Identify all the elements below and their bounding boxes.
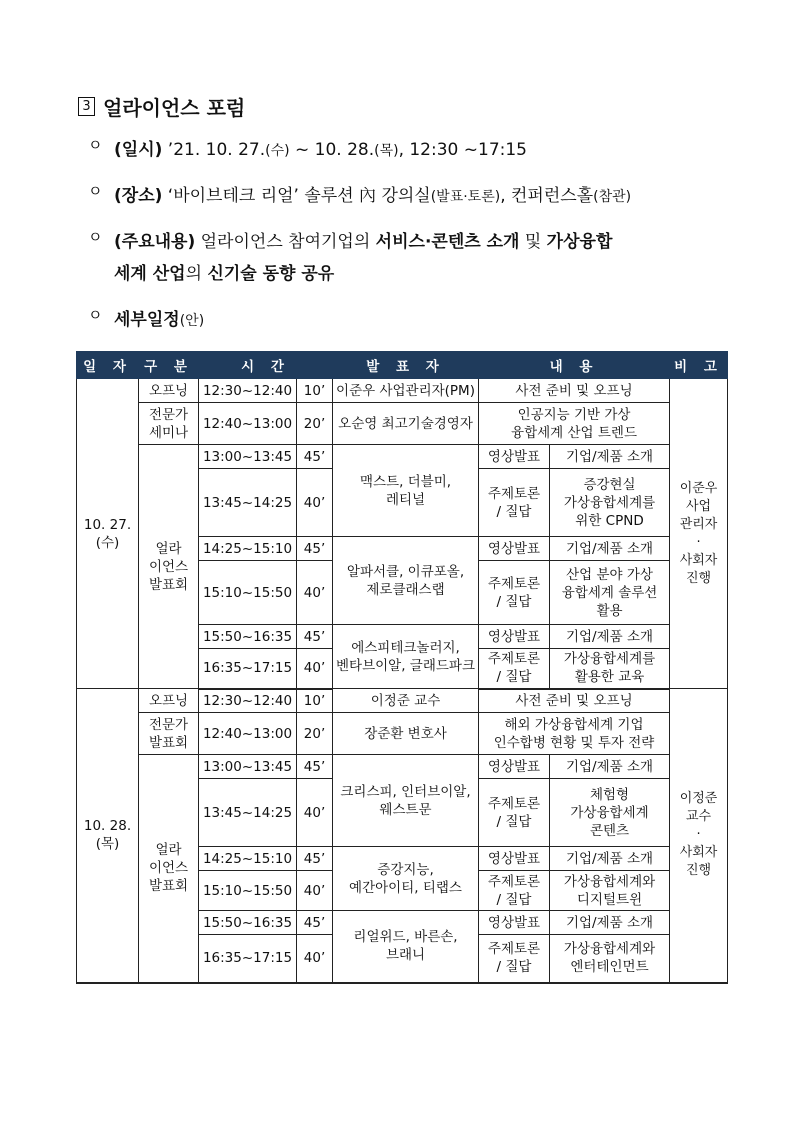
content-line: 증강현실 <box>583 476 636 493</box>
content: 사전 준비 및 오프닝 <box>479 689 670 713</box>
content-line: 콘텐츠 <box>589 822 630 839</box>
bullet-mark: ㅇ <box>88 228 103 246</box>
date-text: ’21. 10. 27. <box>167 140 266 160</box>
content-type-line: 주제토론 <box>487 485 541 502</box>
table-row <box>77 379 728 403</box>
content <box>550 537 670 561</box>
speaker <box>333 625 479 689</box>
duration: 20’ <box>297 403 333 445</box>
content-type <box>479 649 550 689</box>
content-f: 의 <box>185 264 208 284</box>
note-cell <box>670 379 728 689</box>
speaker-line: 레티널 <box>385 491 426 508</box>
content-line: 가상융합세계를 <box>563 651 656 668</box>
content-type-line: / 질답 <box>496 669 532 686</box>
content <box>550 779 670 847</box>
content-type <box>479 871 550 911</box>
table-row <box>77 445 728 469</box>
date-time: , 12:30 ~17:15 <box>398 140 528 160</box>
content-line: 기업/제품 소개 <box>565 448 654 465</box>
time-range: 15:10~15:50 <box>199 871 297 911</box>
category-expert <box>139 713 199 755</box>
content-type-line: 영상발표 <box>487 758 541 775</box>
speaker-line: 벤타브이알, 글래드파크 <box>336 657 476 674</box>
content <box>550 755 670 779</box>
duration: 45’ <box>297 537 333 561</box>
duration: 10’ <box>297 379 333 403</box>
date-weekday: (수) <box>95 534 120 551</box>
speaker-line: 웨스트문 <box>379 801 432 818</box>
content-type <box>479 755 550 779</box>
content-type-line: 주제토론 <box>487 795 541 812</box>
content-e: 세계 산업 <box>114 264 186 284</box>
content <box>550 561 670 625</box>
time-range: 12:30~12:40 <box>199 379 297 403</box>
category-alliance-line: 얼라 <box>155 540 182 557</box>
time-range: 13:00~13:45 <box>199 445 297 469</box>
time-range: 14:25~15:10 <box>199 847 297 871</box>
detail-label: 세부일정 <box>114 310 180 330</box>
content <box>550 871 670 911</box>
table-row <box>77 689 728 713</box>
content-line: 가상융합세계와 <box>563 873 656 890</box>
speaker: 오순영 최고기술경영자 <box>333 403 479 445</box>
content-label: (주요내용) <box>114 232 196 252</box>
content-a: 얼라이언스 참여기업의 <box>195 232 376 252</box>
content-type <box>479 625 550 649</box>
bullet-mark: ㅇ <box>88 182 103 200</box>
header-note: 비 고 <box>670 352 728 379</box>
speaker: 이정준 교수 <box>333 689 479 713</box>
note-cell-line: · <box>696 534 701 550</box>
content-line: 활용 <box>596 602 623 619</box>
duration: 40’ <box>297 779 333 847</box>
content <box>550 649 670 689</box>
header-content: 내 용 <box>479 352 670 379</box>
category-alliance-line: 얼라 <box>155 842 182 859</box>
table-row <box>77 713 728 755</box>
duration: 10’ <box>297 689 333 713</box>
bullet-place <box>88 180 631 213</box>
place-sub2: (참관) <box>593 189 632 205</box>
bullet-mark: ㅇ <box>88 306 103 324</box>
content-type <box>479 537 550 561</box>
content-type-line: 주제토론 <box>487 873 541 890</box>
content-type-line: 주제토론 <box>487 651 541 668</box>
place-mid: , 컨퍼런스홀 <box>500 186 594 206</box>
date-day2: (목) <box>374 143 399 159</box>
content-line: 엔터테인먼트 <box>570 959 649 976</box>
note-cell-line: 관리자 <box>679 516 718 532</box>
speaker <box>333 537 479 625</box>
time-range: 12:40~13:00 <box>199 713 297 755</box>
time-range: 15:50~16:35 <box>199 911 297 935</box>
note-cell-line: 진행 <box>685 863 712 879</box>
content-type-line: 주제토론 <box>487 575 541 592</box>
duration: 45’ <box>297 625 333 649</box>
place-text: ‘바이브테크 리얼’ 솔루션 內 강의실 <box>167 186 431 206</box>
speaker-line: 예간아이티, 티랩스 <box>349 879 462 896</box>
speaker-line: 브래니 <box>385 947 426 964</box>
duration: 45’ <box>297 445 333 469</box>
content-line: 융합세계 산업 트렌드 <box>511 424 637 441</box>
content-line: 기업/제품 소개 <box>565 628 654 645</box>
date-mid: ~ 10. 28. <box>294 140 375 160</box>
category-alliance-line: 발표회 <box>148 576 189 593</box>
category-opening: 오프닝 <box>139 379 199 403</box>
place-sub1: (발표·토론) <box>430 189 501 205</box>
content-line: 인수합병 현황 및 투자 전략 <box>493 734 655 751</box>
content-type-line: / 질답 <box>496 891 532 908</box>
table-row <box>77 755 728 779</box>
content-line: 산업 분야 가상 <box>566 566 653 583</box>
note-cell-line: 이정준 <box>679 791 718 807</box>
content-c: 및 <box>519 232 547 252</box>
category-alliance-line: 이언스 <box>148 558 189 575</box>
category-expert-line: 세미나 <box>148 424 189 441</box>
content-type <box>479 561 550 625</box>
content-type <box>479 935 550 983</box>
speaker <box>333 445 479 537</box>
content-type-line: 영상발표 <box>487 914 541 931</box>
content <box>550 847 670 871</box>
content-d: 가상융합 <box>546 232 613 252</box>
note-cell-line: 사업 <box>685 498 712 514</box>
content <box>550 469 670 537</box>
speaker <box>333 847 479 911</box>
content-type-line: / 질답 <box>496 593 532 610</box>
speaker-line: 제로클래스랩 <box>366 581 445 598</box>
speaker-line: 크리스피, 인터브이알, <box>340 783 471 800</box>
content-line: 가상융합세계를 <box>563 494 656 511</box>
time-range: 12:40~13:00 <box>199 403 297 445</box>
time-range: 16:35~17:15 <box>199 935 297 983</box>
time-range: 15:50~16:35 <box>199 625 297 649</box>
bullet-detail <box>88 304 204 337</box>
time-range: 13:45~14:25 <box>199 469 297 537</box>
time-range: 15:10~15:50 <box>199 561 297 625</box>
content-line: 위한 CPND <box>575 512 644 529</box>
date-day1: (수) <box>265 143 290 159</box>
table-header-row <box>77 352 728 379</box>
note-cell-line: 이준우 <box>679 480 718 496</box>
speaker: 이준우 사업관리자(PM) <box>333 379 479 403</box>
time-range: 14:25~15:10 <box>199 537 297 561</box>
time-range: 16:35~17:15 <box>199 649 297 689</box>
content-line: 인공지능 기반 가상 <box>517 406 631 423</box>
content <box>479 713 670 755</box>
header-date: 일 자 <box>77 352 139 379</box>
content-line: 해외 가상융합세계 기업 <box>504 716 644 733</box>
content-line: 가상융합세계와 <box>563 941 656 958</box>
category-alliance-line: 발표회 <box>148 878 189 895</box>
content <box>550 935 670 983</box>
date-weekday: (목) <box>95 836 120 853</box>
content-line: 활용한 교육 <box>574 669 645 686</box>
schedule-table <box>76 351 728 984</box>
note-cell-line: 사회자 <box>679 845 718 861</box>
header-category: 구 분 <box>139 352 199 379</box>
speaker-line: 에스피테크놀러지, <box>351 639 460 656</box>
duration: 40’ <box>297 871 333 911</box>
content-type <box>479 779 550 847</box>
speaker: 장준환 변호사 <box>333 713 479 755</box>
speaker-line: 증강지능, <box>377 861 434 878</box>
content-line: 가상융합세계 <box>570 804 649 821</box>
duration: 45’ <box>297 911 333 935</box>
note-cell-line: · <box>696 827 701 843</box>
duration: 40’ <box>297 469 333 537</box>
duration: 40’ <box>297 935 333 983</box>
content <box>479 403 670 445</box>
note-cell-line: 사회자 <box>679 552 718 568</box>
category-opening: 오프닝 <box>139 689 199 713</box>
category-expert-line: 전문가 <box>148 716 189 733</box>
section-number: 3 <box>78 97 95 116</box>
content-line: 디지털트윈 <box>576 891 643 908</box>
content-type-line: / 질답 <box>496 503 532 520</box>
content: 사전 준비 및 오프닝 <box>479 379 670 403</box>
content-type-line: / 질답 <box>496 813 532 830</box>
content-type-line: 주제토론 <box>487 941 541 958</box>
content-type-line: 영상발표 <box>487 540 541 557</box>
category-expert <box>139 403 199 445</box>
category-alliance <box>139 445 199 689</box>
duration: 40’ <box>297 561 333 625</box>
duration: 45’ <box>297 755 333 779</box>
content-line: 기업/제품 소개 <box>565 758 654 775</box>
category-alliance <box>139 755 199 983</box>
time-range: 13:45~14:25 <box>199 779 297 847</box>
content-b: 서비스·콘텐츠 소개 <box>375 232 520 252</box>
content-line: 기업/제품 소개 <box>565 540 654 557</box>
content-type-line: 영상발표 <box>487 448 541 465</box>
duration: 45’ <box>297 847 333 871</box>
time-range: 13:00~13:45 <box>199 755 297 779</box>
content <box>550 445 670 469</box>
bullet-date <box>88 134 527 167</box>
content-type-line: 영상발표 <box>487 628 541 645</box>
category-expert-line: 전문가 <box>148 406 189 423</box>
content-line: 기업/제품 소개 <box>565 850 654 867</box>
note-cell-line: 진행 <box>685 570 712 586</box>
date-cell <box>77 689 139 983</box>
content-type <box>479 911 550 935</box>
date-date: 10. 28. <box>83 818 132 835</box>
duration: 20’ <box>297 713 333 755</box>
date-cell <box>77 379 139 689</box>
category-alliance-line: 이언스 <box>148 860 189 877</box>
content-line: 체험형 <box>589 786 630 803</box>
speaker <box>333 911 479 983</box>
category-expert-line: 발표회 <box>148 734 189 751</box>
content-type <box>479 847 550 871</box>
header-time: 시 간 <box>199 352 333 379</box>
content-type-line: 영상발표 <box>487 850 541 867</box>
speaker-line: 맥스트, 더블미, <box>359 473 452 490</box>
speaker-line: 알파서클, 이큐포올, <box>346 563 465 580</box>
section-heading <box>78 92 245 121</box>
content <box>550 911 670 935</box>
place-label: (장소) <box>114 186 163 206</box>
duration: 40’ <box>297 649 333 689</box>
content-type <box>479 445 550 469</box>
content-line: 융합세계 솔루션 <box>561 584 658 601</box>
content-line: 기업/제품 소개 <box>565 914 654 931</box>
content-g: 신기술 동향 공유 <box>207 264 335 284</box>
section-title: 얼라이언스 포럼 <box>103 96 246 120</box>
bullet-content <box>88 226 612 290</box>
date-label: (일시) <box>114 140 163 160</box>
note-cell <box>670 689 728 983</box>
speaker-line: 리얼위드, 바른손, <box>353 929 458 946</box>
table-row <box>77 403 728 445</box>
speaker <box>333 755 479 847</box>
content-type-line: / 질답 <box>496 959 532 976</box>
note-cell-line: 교수 <box>685 809 712 825</box>
date-date: 10. 27. <box>83 516 132 533</box>
bullet-mark: ㅇ <box>88 136 103 154</box>
time-range: 12:30~12:40 <box>199 689 297 713</box>
content-type <box>479 469 550 537</box>
header-speaker: 발 표 자 <box>333 352 479 379</box>
content <box>550 625 670 649</box>
detail-sub: (안) <box>179 313 205 329</box>
